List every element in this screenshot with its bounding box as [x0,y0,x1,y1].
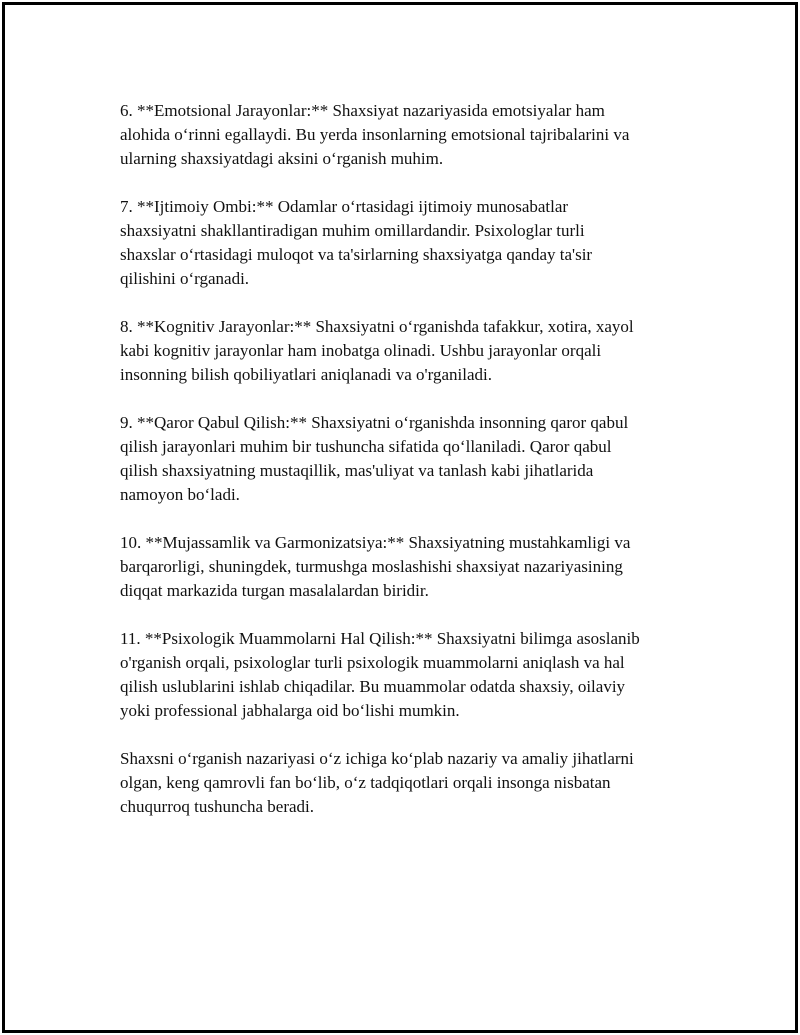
paragraph-conclusion: Shaxsni oʻrganish nazariyasi oʻz ichiga koʻplab nazariy va amaliy jihatlarni olgan, keng qamrovli fan boʻlib, oʻz tadqiqotlari orqali insonga nisbatan chuqurroq tushuncha beradi. [120,749,634,816]
paragraph-emotional-processes: 6. **Emotsional Jarayonlar:** Shaxsiyat nazariyasida emotsiyalar ham alohida oʻrinni egallaydi. Bu yerda insonlarning emotsional tajribalarini va ularning shaxsiyatdagi aksini oʻrganish muhim. [120,101,630,168]
paragraph-decision-making: 9. **Qaror Qabul Qilish:** Shaxsiyatni oʻrganishda insonning qaror qabul qilish jarayonlari muhim bir tushuncha sifatida qoʻllaniladi. Qaror qabul qilish shaxsiyatning mustaqillik, mas'uliyat va tanlash kabi jihatlarida namoyon boʻladi. [120,413,629,504]
paragraph-psychological-problem-solving: 11. **Psixologik Muammolarni Hal Qilish:** Shaxsiyatni bilimga asoslanib o'rganish orqali, psixologlar turli psixologik muammolarni aniqlash va hal qilish uslublarini ishlab chiqadilar. Bu muammolar odatda shaxsiy, oilaviy yoki professional jabhalarga oid boʻlishi mumkin. [120,629,640,720]
document-body [120,99,700,843]
paragraph-social-environment: 7. **Ijtimoiy Ombi:** Odamlar oʻrtasidagi ijtimoiy munosabatlar shaxsiyatni shakllantiradigan muhim omillardandir. Psixologlar turli shaxslar oʻrtasidagi muloqot va ta'sirlarning shaxsiyatga qanday ta'sir qilishini oʻrganadi. [120,197,593,288]
paragraph-integration-harmonization: 10. **Mujassamlik va Garmonizatsiya:** Shaxsiyatning mustahkamligi va barqarorligi, shuningdek, turmushga moslashishi shaxsiyat nazariyasining diqqat markazida turgan masalalardan biridir. [120,533,631,600]
paragraph-cognitive-processes: 8. **Kognitiv Jarayonlar:** Shaxsiyatni oʻrganishda tafakkur, xotira, xayol kabi kognitiv jarayonlar ham inobatga olinadi. Ushbu jarayonlar orqali insonning bilish qobiliyatlari aniqlanadi va o'rganiladi. [120,317,634,384]
page-frame [2,2,798,1033]
